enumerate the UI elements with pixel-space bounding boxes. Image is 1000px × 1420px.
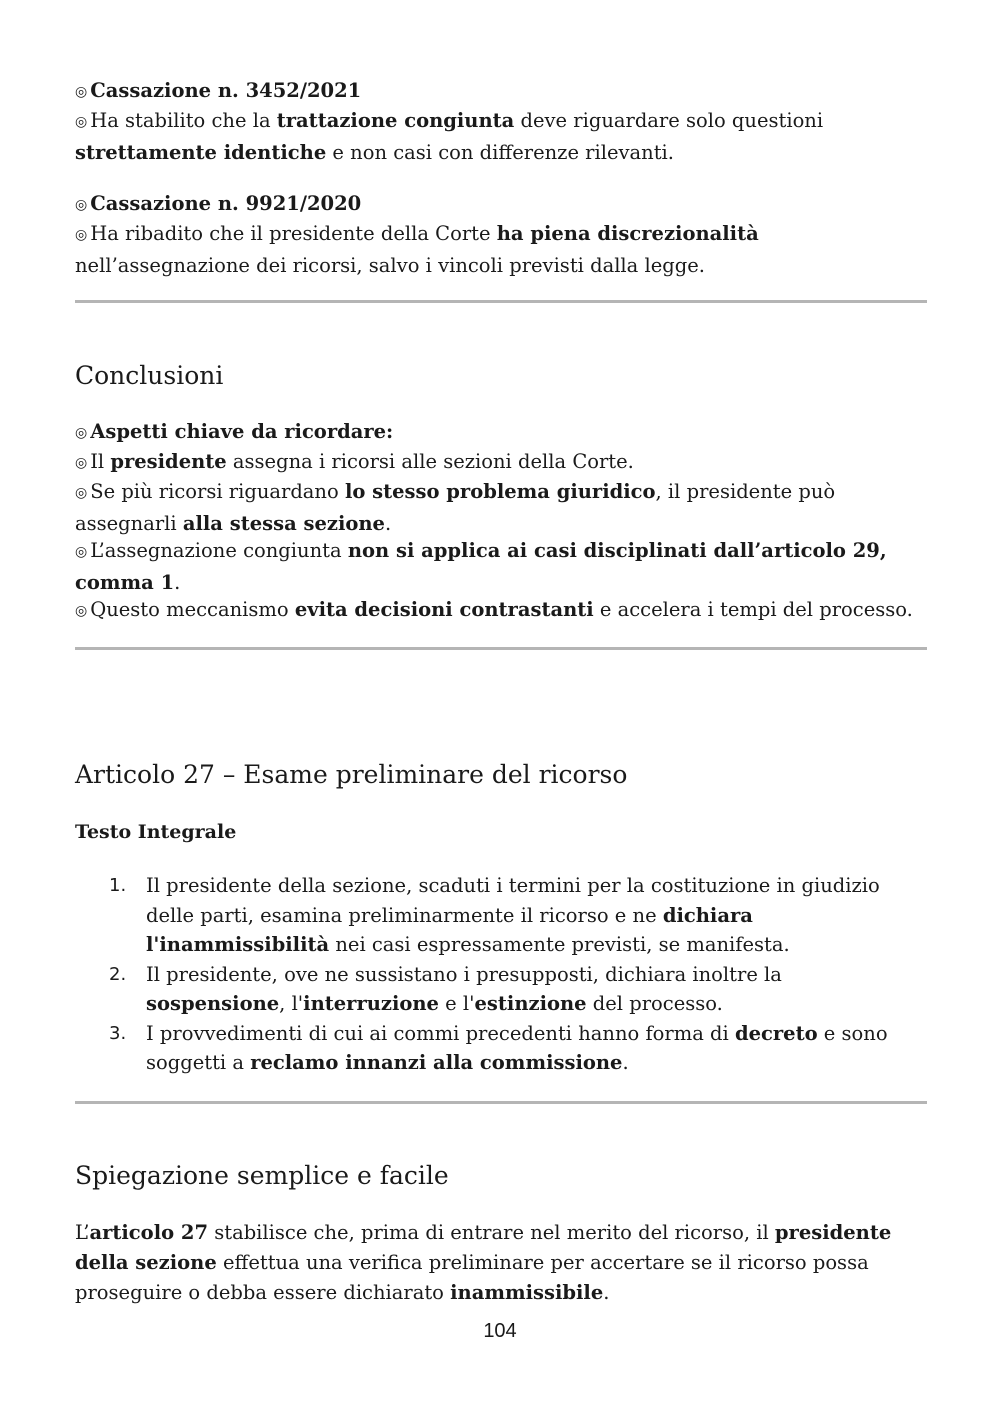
bullet-icon: ◎	[75, 603, 88, 619]
case-title-9921-2020: ◎ Cassazione n. 9921/2020	[75, 192, 362, 215]
spiegazione-paragraph: L’articolo 27 stabilisce che, prima di entrare nel merito del ricorso, il presidente della sezione effettua una verifica preliminare per accertare se il ricorso possa proseguire o debba essere dichiarato inammissibile.	[75, 1221, 892, 1304]
key-points-label: ◎ Aspetti chiave da ricordare:	[75, 420, 394, 443]
conclusion-point: ◎ Questo meccanismo evita decisioni contrastanti e accelera i tempi del processo.	[75, 598, 913, 621]
spiegazione-heading: Spiegazione semplice e facile	[75, 1161, 449, 1190]
conclusion-point: ◎ Se più ricorsi riguardano lo stesso problema giuridico, il presidente può assegnarli alla stessa sezione.	[75, 480, 836, 535]
case-title-3452-2021: ◎ Cassazione n. 3452/2021	[75, 79, 362, 102]
bullet-icon: ◎	[75, 425, 88, 441]
list-item: 2. Il presidente, ove ne sussistano i presupposti, dichiara inoltre la sospensione, l'interruzione e l'estinzione del processo.	[109, 962, 782, 1015]
bullet-icon: ◎	[75, 455, 88, 471]
case-description-3452-2021: ◎ Ha stabilito che la trattazione congiunta deve riguardare solo questioni strettamente identiche e non casi con differenze rilevanti.	[75, 109, 824, 164]
case-description-9921-2020: ◎ Ha ribadito che il presidente della Corte ha piena discrezionalità nell’assegnazione dei ricorsi, salvo i vincoli previsti dalla legge.	[75, 222, 759, 277]
article-text-list	[75, 871, 927, 1078]
articolo-heading: Articolo 27 – Esame preliminare del ricorso	[75, 760, 628, 789]
conclusioni-heading: Conclusioni	[75, 361, 224, 390]
bullet-icon: ◎	[75, 197, 88, 213]
bullet-icon: ◎	[75, 544, 88, 560]
conclusion-point: ◎ L’assegnazione congiunta non si applica ai casi disciplinati dall’articolo 29, comma 1.	[75, 539, 887, 594]
section-divider	[75, 1101, 927, 1104]
list-item: 3. I provvedimenti di cui ai commi precedenti hanno forma di decreto e sono soggetti a reclamo innanzi alla commissione.	[109, 1021, 888, 1074]
bullet-icon: ◎	[75, 114, 88, 130]
bullet-icon: ◎	[75, 485, 88, 501]
page-number: 104	[483, 1320, 517, 1342]
section-divider	[75, 647, 927, 650]
bullet-icon: ◎	[75, 84, 88, 100]
list-item: 1. Il presidente della sezione, scaduti i termini per la costituzione in giudizio delle parti, esamina preliminarmente il ricorso e ne dichiara l'inammissibilità nei casi espressamente previsti, se manifesta.	[109, 874, 880, 956]
bullet-icon: ◎	[75, 227, 88, 243]
testo-integrale-subheading: Testo Integrale	[75, 821, 237, 843]
section-divider	[75, 300, 927, 303]
conclusion-point: ◎ Il presidente assegna i ricorsi alle sezioni della Corte.	[75, 450, 634, 473]
